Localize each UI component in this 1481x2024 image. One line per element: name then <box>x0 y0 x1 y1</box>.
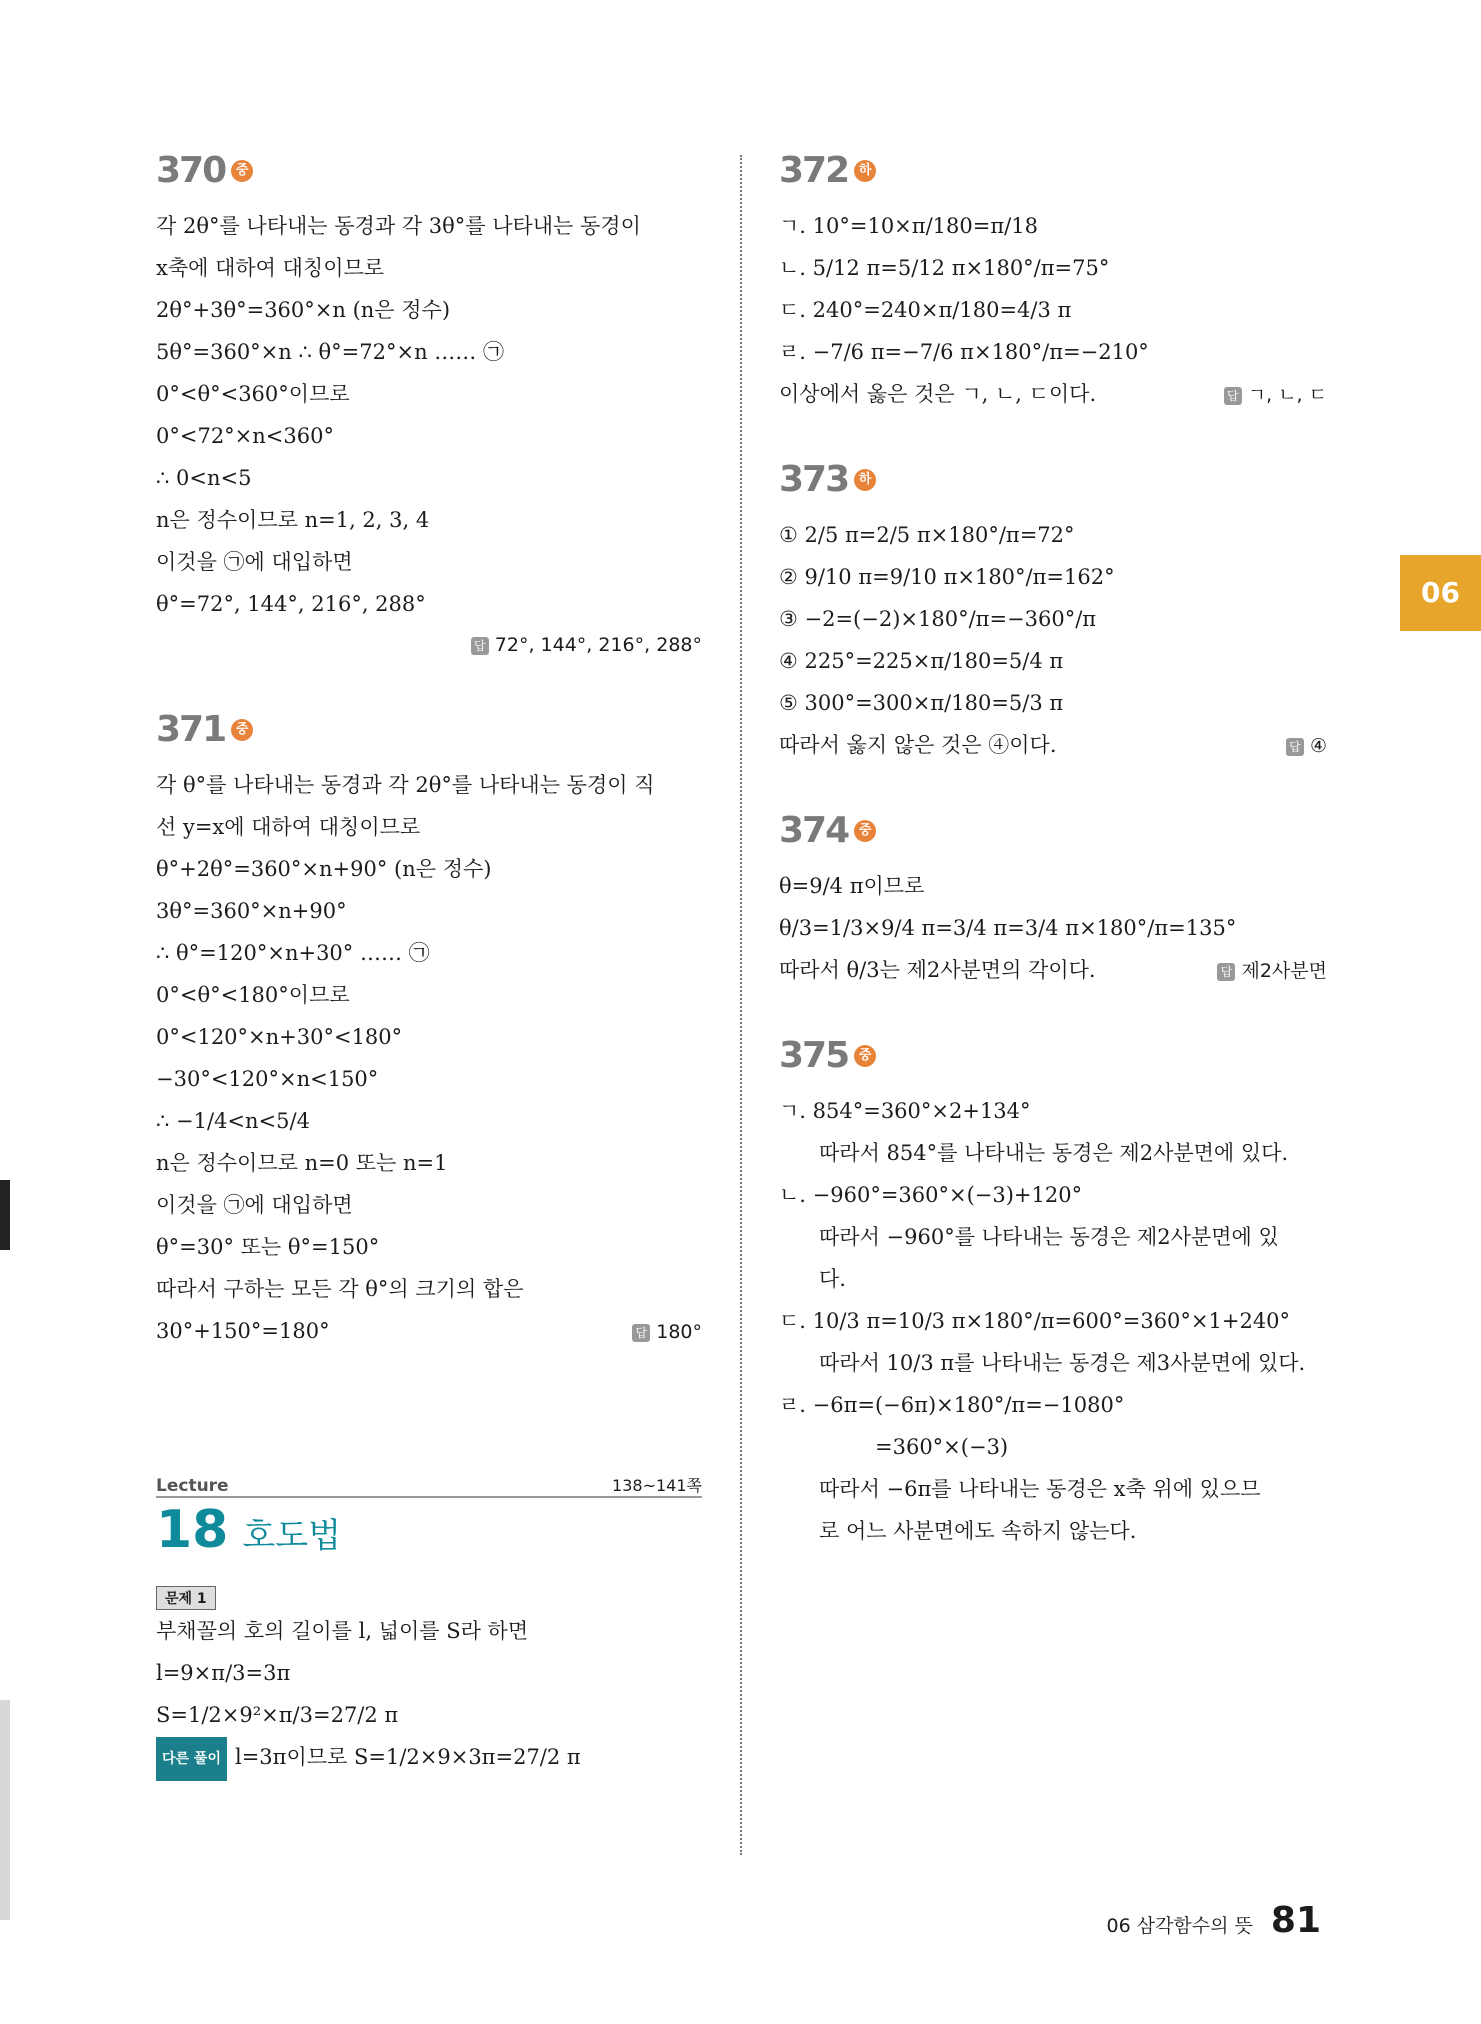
solution-line: ∴ 0<n<5 <box>156 466 252 490</box>
lecture-title: 호도법 <box>242 1516 341 1556</box>
solution-line: 이것을 ㉠에 대입하면 <box>156 1193 353 1217</box>
difficulty-badge: 하 <box>854 160 876 182</box>
right-column <box>779 150 1327 1596</box>
answer-text: 180° <box>656 1321 702 1343</box>
solution-line: 따라서 −6π를 나타내는 동경은 x축 위에 있으므 <box>819 1477 1261 1501</box>
solution-line: ㄷ. 240°=240×π/180=4/3 π <box>779 298 1072 322</box>
answer-tag: 답 <box>632 1324 650 1342</box>
solution-line: 0°<72°×n<360° <box>156 424 334 448</box>
left-column <box>156 150 702 1396</box>
solution-line: θ°+2θ°=360°×n+90° (n은 정수) <box>156 857 492 881</box>
answer-tag: 답 <box>1224 387 1242 405</box>
solution-line: 따라서 10/3 π를 나타내는 동경은 제3사분면에 있다. <box>819 1351 1306 1375</box>
solution-line: 각 2θ°를 나타내는 동경과 각 3θ°를 나타내는 동경이 <box>156 214 641 238</box>
problem-370 <box>156 150 702 665</box>
solution-line: −30°<120°×n<150° <box>156 1067 379 1091</box>
solution-line: 따라서 θ/3는 제2사분면의 각이다. <box>779 958 1096 982</box>
solution-line: 3θ°=360°×n+90° <box>156 899 347 923</box>
solution-line: θ=9/4 π이므로 <box>779 874 925 898</box>
lecture-section <box>156 1472 702 1781</box>
solution-line: 0°<θ°<360°이므로 <box>156 382 350 406</box>
solution-line: ∴ −1/4<n<5/4 <box>156 1109 310 1133</box>
solution-line: θ°=30° 또는 θ°=150° <box>156 1235 380 1259</box>
alt-solution <box>156 1736 702 1781</box>
solution-line: θ/3=1/3×9/4 π=3/4 π=3/4 π×180°/π=135° <box>779 916 1237 940</box>
solution-line: 따라서 구하는 모든 각 θ°의 크기의 합은 <box>156 1277 524 1301</box>
solution-line: ㄹ. −6π=(−6π)×180°/π=−1080° <box>779 1393 1125 1417</box>
solution-line: ㄷ. 10/3 π=10/3 π×180°/π=600°=360°×1+240° <box>779 1309 1291 1333</box>
solution-line: n은 정수이므로 n=1, 2, 3, 4 <box>156 508 430 532</box>
solution-line: 각 θ°를 나타내는 동경과 각 2θ°를 나타내는 동경이 직 <box>156 773 655 797</box>
difficulty-badge: 중 <box>854 1045 876 1067</box>
solution-line: =360°×(−3) <box>875 1435 1009 1459</box>
solution-line: S=1/2×9²×π/3=27/2 π <box>156 1703 399 1727</box>
problem-number: 374 <box>779 810 849 851</box>
difficulty-badge: 중 <box>231 160 253 182</box>
answer <box>156 625 702 665</box>
solution-line: 따라서 854°를 나타내는 동경은 제2사분면에 있다. <box>819 1141 1289 1165</box>
answer-tag: 답 <box>1286 738 1304 756</box>
answer-tag: 답 <box>471 637 489 655</box>
problem-number: 375 <box>779 1035 849 1076</box>
margin-mark <box>0 1180 10 1250</box>
solution-line: 따라서 −960°를 나타내는 동경은 제2사분면에 있 <box>819 1225 1279 1249</box>
problem-number: 370 <box>156 150 226 191</box>
answer-tag: 답 <box>1217 963 1235 981</box>
difficulty-badge: 중 <box>854 820 876 842</box>
solution-line: l=9×π/3=3π <box>156 1661 291 1685</box>
problem-number: 372 <box>779 150 849 191</box>
lecture-pages: 138~141쪽 <box>612 1476 702 1495</box>
solution-line: θ°=72°, 144°, 216°, 288° <box>156 592 426 616</box>
solution-line: 이상에서 옳은 것은 ㄱ, ㄴ, ㄷ이다. <box>779 382 1097 406</box>
problem-371 <box>156 709 702 1352</box>
solution-line: ㄴ. 5/12 π=5/12 π×180°/π=75° <box>779 256 1110 280</box>
solution-line: n은 정수이므로 n=0 또는 n=1 <box>156 1151 448 1175</box>
problem-box-label: 문제 1 <box>156 1586 216 1610</box>
problem-372 <box>779 150 1327 415</box>
solution-line: ④ 225°=225×π/180=5/4 π <box>779 649 1064 673</box>
answer-text: 제2사분면 <box>1241 960 1327 982</box>
solution-line: ② 9/10 π=9/10 π×180°/π=162° <box>779 565 1115 589</box>
column-divider <box>740 155 742 1855</box>
solution-line: 0°<θ°<180°이므로 <box>156 983 350 1007</box>
solution-line: ㄹ. −7/6 π=−7/6 π×180°/π=−210° <box>779 340 1149 364</box>
solution-line: ∴ θ°=120°×n+30° …… ㉠ <box>156 941 430 965</box>
difficulty-badge: 하 <box>854 469 876 491</box>
page-footer <box>1107 1900 1322 1941</box>
solution-line: ① 2/5 π=2/5 π×180°/π=72° <box>779 523 1075 547</box>
solution-line: 0°<120°×n+30°<180° <box>156 1025 403 1049</box>
solution-line: ⑤ 300°=300×π/180=5/3 π <box>779 691 1064 715</box>
problem-375 <box>779 1035 1327 1552</box>
solution-line: ㄱ. 10°=10×π/180=π/18 <box>779 214 1038 238</box>
answer-text: 72°, 144°, 216°, 288° <box>494 634 702 656</box>
alt-solution-label: 다른 풀이 <box>156 1737 227 1781</box>
answer-text: ④ <box>1309 735 1327 757</box>
difficulty-badge: 중 <box>231 719 253 741</box>
lecture-number: 18 <box>156 1500 229 1560</box>
problem-373 <box>779 459 1327 766</box>
solution-line: 30°+150°=180° <box>156 1319 330 1343</box>
solution-line: ③ −2=(−2)×180°/π=−360°/π <box>779 607 1097 631</box>
solution-line: ㄴ. −960°=360°×(−3)+120° <box>779 1183 1083 1207</box>
solution-line: 2θ°+3θ°=360°×n (n은 정수) <box>156 298 451 322</box>
solution-line: 선 y=x에 대하여 대칭이므로 <box>156 815 421 839</box>
solution-line: x축에 대하여 대칭이므로 <box>156 256 385 280</box>
problem-374 <box>779 810 1327 991</box>
solution-line: 이것을 ㉠에 대입하면 <box>156 550 353 574</box>
footer-chapter-title: 06 삼각함수의 뜻 <box>1106 1915 1253 1937</box>
chapter-side-tab: 06 <box>1400 555 1481 631</box>
solution-line: 5θ°=360°×n ∴ θ°=72°×n …… ㉠ <box>156 340 504 364</box>
alt-solution-text: l=3π이므로 S=1/2×9×3π=27/2 π <box>234 1745 581 1769</box>
solution-line: ㄱ. 854°=360°×2+134° <box>779 1099 1031 1123</box>
problem-number: 373 <box>779 459 849 500</box>
solution-line: 따라서 옳지 않은 것은 ④이다. <box>779 733 1057 757</box>
solution-line: 부채꼴의 호의 길이를 l, 넓이를 S라 하면 <box>156 1619 529 1643</box>
page-number: 81 <box>1270 1900 1321 1941</box>
solution-line: 로 어느 사분면에도 속하지 않는다. <box>819 1519 1137 1543</box>
answer-text: ㄱ, ㄴ, ㄷ <box>1247 384 1327 406</box>
margin-mark <box>0 1700 10 1920</box>
lecture-label: Lecture <box>156 1476 229 1496</box>
problem-number: 371 <box>156 709 226 750</box>
solution-line: 다. <box>819 1267 846 1291</box>
